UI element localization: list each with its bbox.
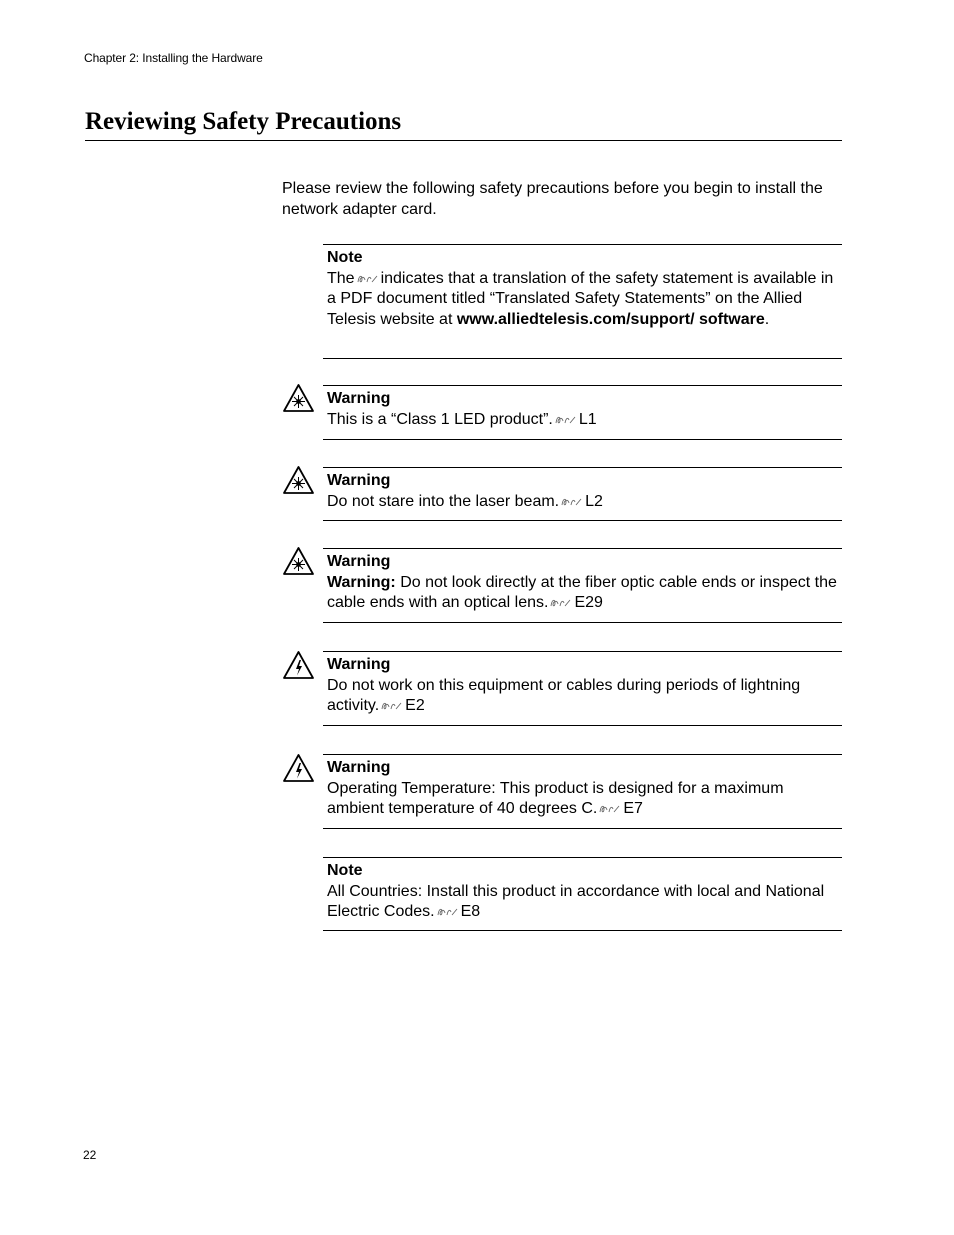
page-number: 22	[83, 1148, 97, 1162]
warning-label: Warning	[327, 472, 391, 489]
translation-glyph-icon	[599, 804, 621, 814]
title-rule	[85, 140, 842, 141]
section-title: Reviewing Safety Precautions	[85, 108, 402, 135]
statement-code: L2	[585, 492, 603, 510]
warning-body: Warning: Do not look directly at the fiber optic cable ends or inspect the cable ends with an optical lens. E29	[327, 573, 837, 611]
warning-body: This is a “Class 1 LED product”. L1	[327, 410, 597, 428]
note-body: All Countries: Install this product in accordance with local and National Electric Codes. E8	[327, 882, 825, 920]
electrical-warning-icon	[282, 753, 315, 783]
warning-label: Warning	[327, 656, 391, 673]
intro-paragraph: Please review the following safety precautions before you begin to install the network adapter card.	[282, 180, 823, 218]
statement-code: E7	[623, 800, 643, 817]
warning-body: Do not work on this equipment or cables during periods of lightning activity. E2	[327, 676, 801, 714]
laser-warning-icon	[282, 546, 315, 576]
warning-body: Operating Temperature: This product is designed for a maximum ambient temperature of 40 degrees C. E7	[327, 779, 784, 817]
laser-warning-icon	[282, 465, 315, 495]
warning-temperature	[323, 754, 842, 829]
warning-label: Warning	[327, 759, 391, 776]
warning-fiber-optic	[323, 548, 842, 623]
statement-code: E2	[405, 697, 425, 714]
warning-class1	[323, 385, 842, 440]
translation-glyph-icon	[561, 497, 583, 507]
statement-code: E29	[574, 594, 603, 611]
note-label: Note	[327, 862, 363, 879]
translation-glyph-icon	[437, 907, 459, 917]
note-label: Note	[327, 249, 363, 266]
note-translation	[323, 244, 842, 359]
warning-label: Warning	[327, 390, 391, 407]
statement-code: L1	[578, 410, 597, 428]
translation-glyph-icon	[381, 701, 403, 711]
support-link[interactable]: www.alliedtelesis.com/support/ software	[456, 310, 765, 328]
statement-code: E8	[460, 903, 481, 920]
translation-glyph-icon	[357, 274, 379, 284]
laser-warning-icon	[282, 383, 315, 413]
warning-label: Warning	[327, 553, 391, 570]
note-electric-codes	[323, 857, 842, 931]
note-body: The indicates that a translation of the safety statement is available in a PDF document titled “Translated Safety Statements” on the Allied Telesis website at www.alliedtelesis.com/support/ software.	[327, 269, 834, 328]
warning-lightning	[323, 651, 842, 726]
warning-laser-beam	[323, 467, 842, 521]
electrical-warning-icon	[282, 650, 315, 680]
warning-body: Do not stare into the laser beam. L2	[327, 492, 603, 510]
translation-glyph-icon	[555, 415, 577, 425]
running-header: Chapter 2: Installing the Hardware	[84, 51, 263, 65]
translation-glyph-icon	[550, 598, 572, 608]
